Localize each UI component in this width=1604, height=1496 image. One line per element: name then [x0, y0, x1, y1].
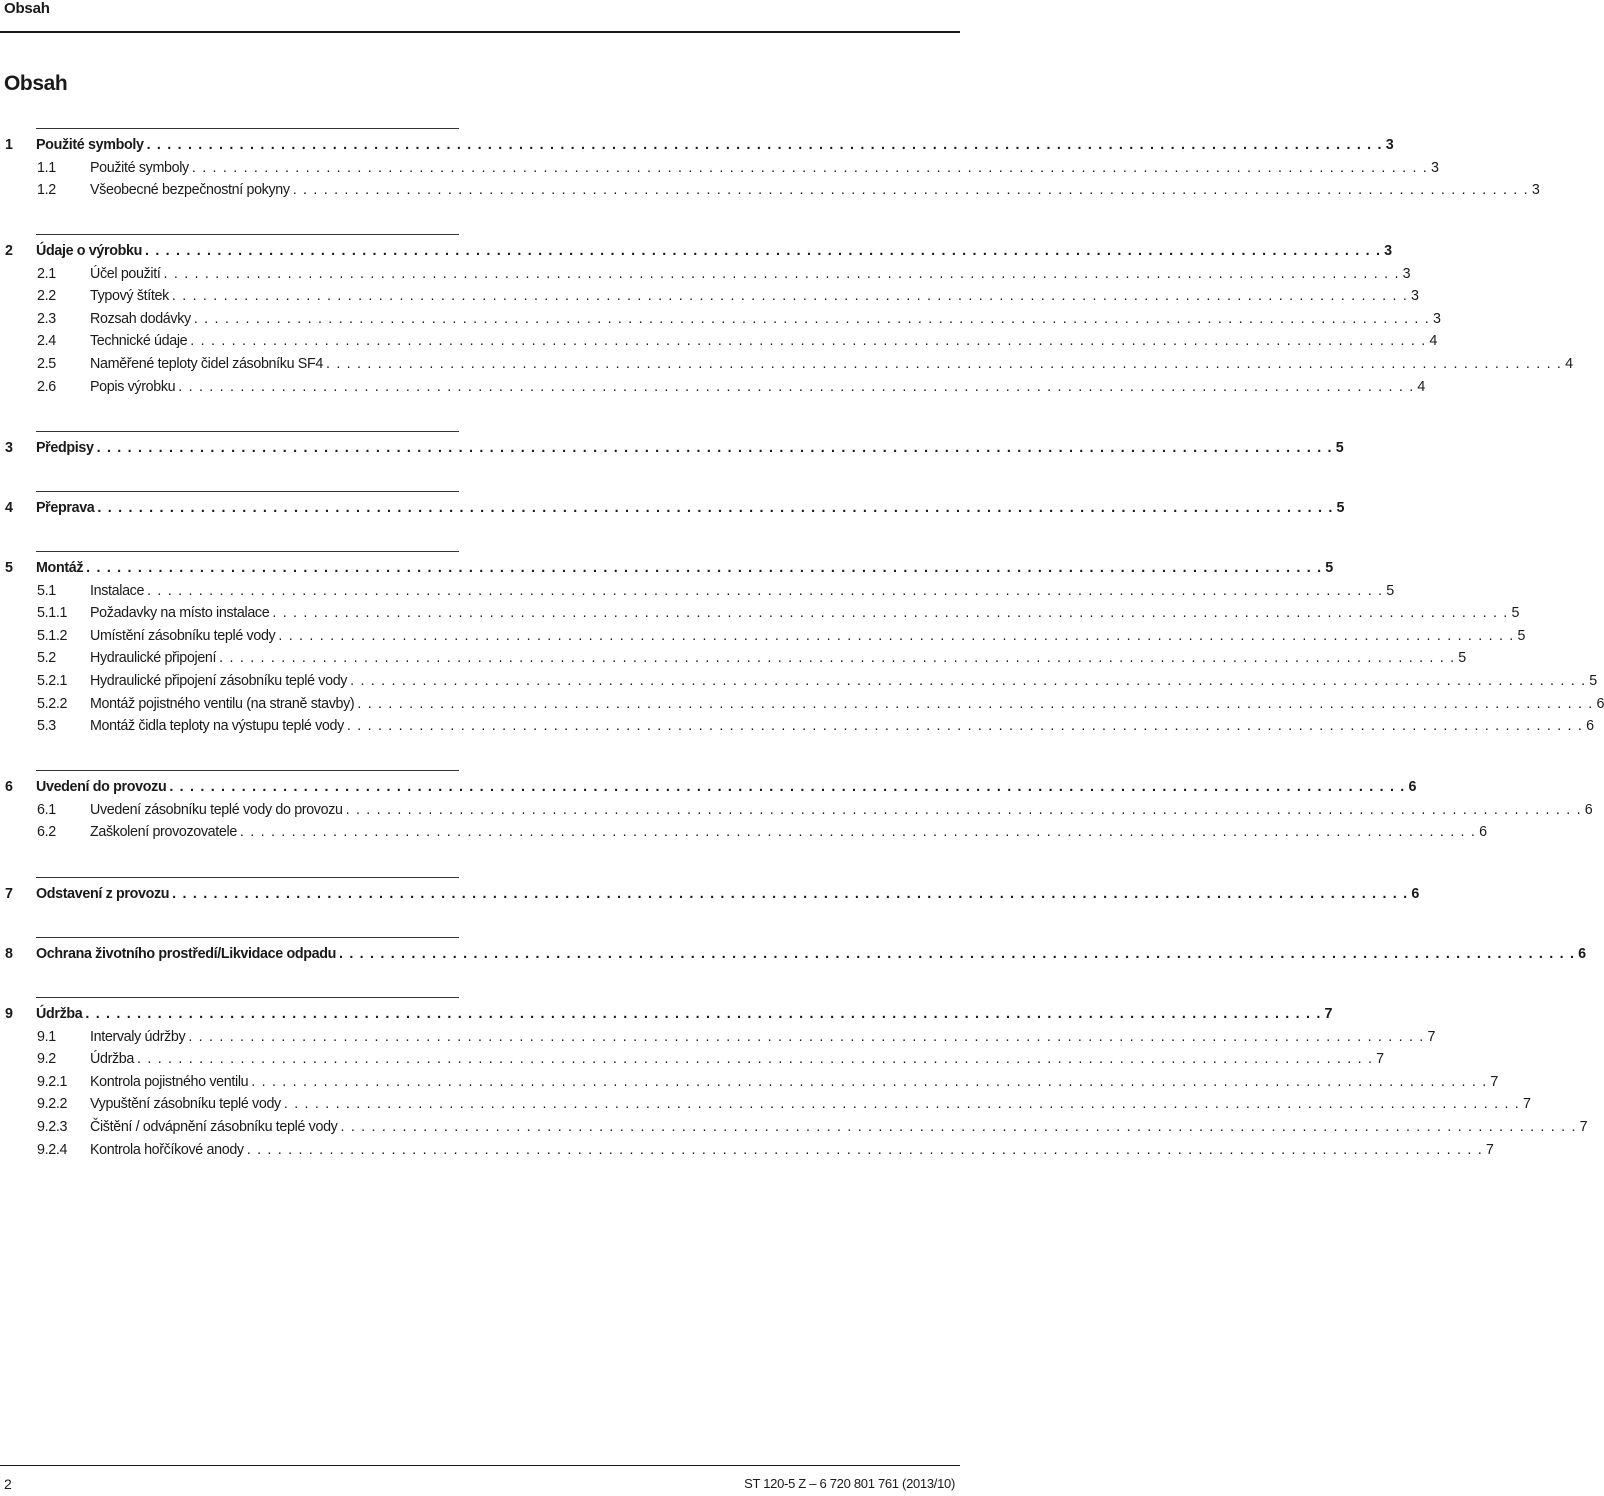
entry-number: 2.4 [37, 333, 56, 350]
entry-title: Popis výrobku [90, 378, 176, 395]
toc-section-entry[interactable] [0, 946, 1586, 968]
entry-page: 6 [1479, 824, 1487, 841]
entry-number: 2.3 [37, 310, 56, 327]
toc-subsection-entry[interactable] [0, 627, 1526, 650]
dot-leader: . . . . . . . . . . . . . . . . . . . . . . . . . . . . . . . . . . . . . . . . . . . . . . . . . . . . . . . . . . . . . . . . . . . . . . . . . . . . . . . . . . . . . . . . . . . . . . . . . . . . . . . . . . . . . . . . . . . . . . . . [246, 1141, 1483, 1158]
dot-leader: . . . . . . . . . . . . . . . . . . . . . . . . . . . . . . . . . . . . . . . . . . . . . . . . . . . . . . . . . . . . . . . . . . . . . . . . . . . . . . . . . . . . . . . . . . . . . . . . . . . . . . . . . . . . . . . . . . . . . . . . [97, 500, 1334, 516]
entry-title: Předpisy [36, 440, 94, 456]
toc-section-entry[interactable] [0, 440, 1344, 462]
section-divider [36, 234, 459, 235]
entry-page: 6 [1586, 718, 1594, 735]
entry-title: Účel použití [90, 265, 161, 282]
dot-leader: . . . . . . . . . . . . . . . . . . . . . . . . . . . . . . . . . . . . . . . . . . . . . . . . . . . . . . . . . . . . . . . . . . . . . . . . . . . . . . . . . . . . . . . . . . . . . . . . . . . . . . . . . . . . . . . . . . . . . . . . [345, 801, 1582, 818]
toc-subsection-entry[interactable] [0, 1119, 1588, 1141]
entry-title: Typový štítek [90, 288, 169, 305]
dot-leader: . . . . . . . . . . . . . . . . . . . . . . . . . . . . . . . . . . . . . . . . . . . . . . . . . . . . . . . . . . . . . . . . . . . . . . . . . . . . . . . . . . . . . . . . . . . . . . . . . . . . . . . . . . . . . . . . . . . . . . . . [272, 605, 1509, 622]
toc-subsection-entry[interactable] [0, 605, 1520, 627]
toc-section-entry[interactable] [0, 243, 1392, 265]
footer-document-id: ST 120-5 Z – 6 720 801 761 (2013/10) [744, 1476, 955, 1491]
entry-number: 8 [5, 946, 13, 962]
entry-title: Hydraulické připojení [90, 650, 217, 667]
entry-number: 5.3 [37, 718, 56, 735]
entry-number: 2.1 [37, 265, 56, 282]
entry-page: 4 [1417, 378, 1425, 395]
entry-title: Ochrana životního prostředí/Likvidace odpadu [36, 946, 336, 962]
entry-page: 3 [1385, 137, 1394, 153]
dot-leader: . . . . . . . . . . . . . . . . . . . . . . . . . . . . . . . . . . . . . . . . . . . . . . . . . . . . . . . . . . . . . . . . . . . . . . . . . . . . . . . . . . . . . . . . . . . . . . . . . . . . . . . . . . . . . . . . . . . . . . . . [178, 378, 1415, 395]
entry-page: 6 [1596, 695, 1604, 712]
dot-leader: . . . . . . . . . . . . . . . . . . . . . . . . . . . . . . . . . . . . . . . . . . . . . . . . . . . . . . . . . . . . . . . . . . . . . . . . . . . . . . . . . . . . . . . . . . . . . . . . . . . . . . . . . . . . . . . . . . . . . . . . [171, 288, 1409, 305]
entry-number: 1.2 [37, 182, 56, 199]
dot-leader: . . . . . . . . . . . . . . . . . . . . . . . . . . . . . . . . . . . . . . . . . . . . . . . . . . . . . . . . . . . . . . . . . . . . . . . . . . . . . . . . . . . . . . . . . . . . . . . . . . . . . . . . . . . . . . . . . . . . . . . . [292, 182, 1529, 199]
entry-title: Vypuštění zásobníku teplé vody [90, 1096, 281, 1113]
dot-leader: . . . . . . . . . . . . . . . . . . . . . . . . . . . . . . . . . . . . . . . . . . . . . . . . . . . . . . . . . . . . . . . . . . . . . . . . . . . . . . . . . . . . . . . . . . . . . . . . . . . . . . . . . . . . . . . . . . . . . . . . [188, 1028, 1425, 1045]
entry-number: 2.2 [37, 288, 56, 305]
dot-leader: . . . . . . . . . . . . . . . . . . . . . . . . . . . . . . . . . . . . . . . . . . . . . . . . . . . . . . . . . . . . . . . . . . . . . . . . . . . . . . . . . . . . . . . . . . . . . . . . . . . . . . . . . . . . . . . . . . . . . . . . [190, 333, 1427, 350]
entry-page: 3 [1402, 265, 1411, 282]
toc-subsection-entry[interactable] [0, 718, 1594, 740]
toc-subsection-entry[interactable] [0, 265, 1411, 288]
section-divider [36, 877, 459, 878]
dot-leader: . . . . . . . . . . . . . . . . . . . . . . . . . . . . . . . . . . . . . . . . . . . . . . . . . . . . . . . . . . . . . . . . . . . . . . . . . . . . . . . . . . . . . . . . . . . . . . . . . . . . . . . . . . . . . . . . . . . . . . . . [338, 946, 1576, 962]
entry-title: Rozsah dodávky [90, 310, 191, 327]
entry-page: 5 [1386, 582, 1394, 599]
entry-title: Uvedení do provozu [36, 779, 167, 795]
section-divider [36, 551, 459, 552]
entry-title: Použité symboly [90, 159, 189, 176]
entry-number: 5.1.2 [37, 627, 68, 644]
entry-number: 5.1.1 [37, 605, 68, 622]
entry-number: 3 [5, 440, 13, 456]
entry-number: 9.1 [37, 1028, 56, 1045]
entry-page: 5 [1336, 500, 1345, 516]
entry-title: Čištění / odvápnění zásobníku teplé vody [90, 1119, 338, 1135]
section-divider [36, 431, 459, 432]
toc-subsection-entry[interactable] [0, 1073, 1499, 1096]
section-divider [36, 937, 459, 938]
toc-subsection-entry[interactable] [0, 1051, 1384, 1073]
dot-leader: . . . . . . . . . . . . . . . . . . . . . . . . . . . . . . . . . . . . . . . . . . . . . . . . . . . . . . . . . . . . . . . . . . . . . . . . . . . . . . . . . . . . . . . . . . . . . . . . . . . . . . . . . . . . . . . . . . . . . . . . [278, 627, 1515, 644]
entry-title: Montáž čidla teploty na výstupu teplé vody [90, 718, 344, 735]
entry-number: 9.2.4 [37, 1141, 68, 1158]
entry-number: 2.5 [37, 356, 56, 372]
entry-page: 5 [1517, 627, 1526, 644]
entry-title: Umístění zásobníku teplé vody [90, 627, 276, 644]
entry-page: 3 [1430, 159, 1439, 176]
entry-page: 3 [1531, 182, 1540, 199]
entry-number: 6.1 [37, 801, 56, 818]
entry-title: Kontrola pojistného ventilu [90, 1073, 249, 1090]
toc-subsection-entry[interactable] [0, 159, 1439, 182]
dot-leader: . . . . . . . . . . . . . . . . . . . . . . . . . . . . . . . . . . . . . . . . . . . . . . . . . . . . . . . . . . . . . . . . . . . . . . . . . . . . . . . . . . . . . . . . . . . . . . . . . . . . . . . . . . . . . . . . . . . . . . . . [219, 650, 1456, 667]
entry-number: 6.2 [37, 824, 56, 841]
toc-subsection-entry[interactable] [0, 333, 1438, 355]
entry-title: Montáž pojistného ventilu (na straně stavby) [90, 695, 355, 712]
entry-title: Montáž [36, 560, 84, 576]
section-divider [36, 770, 459, 771]
entry-title: Intervaly údržby [90, 1028, 186, 1045]
entry-page: 6 [1411, 886, 1419, 902]
entry-page: 7 [1522, 1096, 1531, 1113]
dot-leader: . . . . . . . . . . . . . . . . . . . . . . . . . . . . . . . . . . . . . . . . . . . . . . . . . . . . . . . . . . . . . . . . . . . . . . . . . . . . . . . . . . . . . . . . . . . . . . . . . . . . . . . . . . . . . . . . . . . . . . . . [357, 695, 1594, 712]
section-divider [36, 997, 459, 998]
entry-page: 4 [1429, 333, 1438, 350]
toc-subsection-entry[interactable] [0, 356, 1573, 378]
dot-leader: . . . . . . . . . . . . . . . . . . . . . . . . . . . . . . . . . . . . . . . . . . . . . . . . . . . . . . . . . . . . . . . . . . . . . . . . . . . . . . . . . . . . . . . . . . . . . . . . . . . . . . . . . . . . . . . . . . . . . . . . [144, 243, 1382, 259]
entry-page: 3 [1384, 243, 1392, 259]
toc-section-entry[interactable] [0, 500, 1345, 522]
entry-number: 1.1 [37, 159, 56, 176]
dot-leader: . . . . . . . . . . . . . . . . . . . . . . . . . . . . . . . . . . . . . . . . . . . . . . . . . . . . . . . . . . . . . . . . . . . . . . . . . . . . . . . . . . . . . . . . . . . . . . . . . . . . . . . . . . . . . . . . . . . . . . . . [146, 137, 1383, 153]
entry-title: Přeprava [36, 500, 95, 516]
toc-subsection-entry[interactable] [0, 673, 1597, 695]
entry-page: 7 [1485, 1141, 1494, 1158]
entry-page: 7 [1324, 1006, 1333, 1022]
toc-subsection-entry[interactable] [0, 1141, 1494, 1164]
toc-section-entry[interactable] [0, 779, 1417, 801]
dot-leader: . . . . . . . . . . . . . . . . . . . . . . . . . . . . . . . . . . . . . . . . . . . . . . . . . . . . . . . . . . . . . . . . . . . . . . . . . . . . . . . . . . . . . . . . . . . . . . . . . . . . . . . . . . . . . . . . . . . . . . . . [85, 1006, 1322, 1022]
toc-subsection-entry[interactable] [0, 1096, 1531, 1118]
entry-title: Požadavky na místo instalace [90, 605, 270, 622]
entry-title: Použité symboly [36, 137, 144, 153]
dot-leader: . . . . . . . . . . . . . . . . . . . . . . . . . . . . . . . . . . . . . . . . . . . . . . . . . . . . . . . . . . . . . . . . . . . . . . . . . . . . . . . . . . . . . . . . . . . . . . . . . . . . . . . . . . . . . . . . . . . . . . . . [325, 356, 1563, 372]
entry-title: Údaje o výrobku [36, 243, 142, 259]
entry-page: 5 [1325, 560, 1333, 576]
dot-leader: . . . . . . . . . . . . . . . . . . . . . . . . . . . . . . . . . . . . . . . . . . . . . . . . . . . . . . . . . . . . . . . . . . . . . . . . . . . . . . . . . . . . . . . . . . . . . . . . . . . . . . . . . . . . . . . . . . . . . . . . [346, 718, 1584, 735]
entry-page: 5 [1511, 605, 1520, 622]
dot-leader: . . . . . . . . . . . . . . . . . . . . . . . . . . . . . . . . . . . . . . . . . . . . . . . . . . . . . . . . . . . . . . . . . . . . . . . . . . . . . . . . . . . . . . . . . . . . . . . . . . . . . . . . . . . . . . . . . . . . . . . . [163, 265, 1400, 282]
entry-number: 2.6 [37, 378, 56, 395]
entry-number: 5.1 [37, 582, 56, 599]
dot-leader: . . . . . . . . . . . . . . . . . . . . . . . . . . . . . . . . . . . . . . . . . . . . . . . . . . . . . . . . . . . . . . . . . . . . . . . . . . . . . . . . . . . . . . . . . . . . . . . . . . . . . . . . . . . . . . . . . . . . . . . . [350, 673, 1587, 689]
entry-title: Zaškolení provozovatele [90, 824, 237, 841]
toc-section-entry[interactable] [0, 1006, 1333, 1028]
entry-title: Odstavení z provozu [36, 886, 170, 902]
toc-subsection-entry[interactable] [0, 824, 1487, 846]
entry-title: Hydraulické připojení zásobníku teplé vody [90, 673, 348, 689]
dot-leader: . . . . . . . . . . . . . . . . . . . . . . . . . . . . . . . . . . . . . . . . . . . . . . . . . . . . . . . . . . . . . . . . . . . . . . . . . . . . . . . . . . . . . . . . . . . . . . . . . . . . . . . . . . . . . . . . . . . . . . . . [239, 824, 1477, 841]
entry-page: 3 [1411, 288, 1419, 305]
toc-section-entry[interactable] [0, 886, 1419, 908]
dot-leader: . . . . . . . . . . . . . . . . . . . . . . . . . . . . . . . . . . . . . . . . . . . . . . . . . . . . . . . . . . . . . . . . . . . . . . . . . . . . . . . . . . . . . . . . . . . . . . . . . . . . . . . . . . . . . . . . . . . . . . . . [137, 1051, 1374, 1068]
entry-number: 1 [5, 137, 13, 153]
entry-page: 7 [1490, 1073, 1499, 1090]
dot-leader: . . . . . . . . . . . . . . . . . . . . . . . . . . . . . . . . . . . . . . . . . . . . . . . . . . . . . . . . . . . . . . . . . . . . . . . . . . . . . . . . . . . . . . . . . . . . . . . . . . . . . . . . . . . . . . . . . . . . . . . . [96, 440, 1333, 456]
entry-page: 5 [1335, 440, 1344, 456]
toc-subsection-entry[interactable] [0, 182, 1540, 204]
entry-number: 2 [5, 243, 13, 259]
entry-title: Instalace [90, 582, 145, 599]
entry-page: 7 [1427, 1028, 1436, 1045]
entry-title: Údržba [90, 1051, 134, 1068]
dot-leader: . . . . . . . . . . . . . . . . . . . . . . . . . . . . . . . . . . . . . . . . . . . . . . . . . . . . . . . . . . . . . . . . . . . . . . . . . . . . . . . . . . . . . . . . . . . . . . . . . . . . . . . . . . . . . . . . . . . . . . . . [193, 310, 1430, 327]
toc-subsection-entry[interactable] [0, 695, 1604, 718]
page-title: Obsah [4, 72, 68, 95]
footer-page-number: 2 [4, 1476, 12, 1492]
dot-leader: . . . . . . . . . . . . . . . . . . . . . . . . . . . . . . . . . . . . . . . . . . . . . . . . . . . . . . . . . . . . . . . . . . . . . . . . . . . . . . . . . . . . . . . . . . . . . . . . . . . . . . . . . . . . . . . . . . . . . . . . [86, 560, 1323, 576]
entry-number: 7 [5, 886, 13, 902]
entry-page: 7 [1376, 1051, 1384, 1068]
entry-title: Všeobecné bezpečnostní pokyny [90, 182, 290, 199]
toc-subsection-entry[interactable] [0, 288, 1419, 310]
entry-number: 5.2 [37, 650, 56, 667]
entry-page: 7 [1579, 1119, 1588, 1135]
section-divider [36, 128, 459, 129]
entry-number: 9.2.1 [37, 1073, 68, 1090]
header-title: Obsah [4, 0, 50, 17]
entry-title: Kontrola hořčíkové anody [90, 1141, 244, 1158]
entry-number: 9 [5, 1006, 13, 1022]
entry-number: 9.2.3 [37, 1119, 68, 1135]
entry-number: 5.2.1 [37, 673, 68, 689]
toc-section-entry[interactable] [0, 560, 1333, 582]
entry-page: 6 [1578, 946, 1586, 962]
footer-rule [0, 1465, 960, 1466]
entry-page: 5 [1458, 650, 1466, 667]
entry-number: 5 [5, 560, 13, 576]
entry-number: 5.2.2 [37, 695, 68, 712]
toc-subsection-entry[interactable] [0, 310, 1441, 333]
entry-title: Uvedení zásobníku teplé vody do provozu [90, 801, 343, 818]
toc-section-entry[interactable] [0, 137, 1394, 159]
entry-title: Naměřené teploty čidel zásobníku SF4 [90, 356, 323, 372]
entry-number: 6 [5, 779, 13, 795]
header-rule [0, 31, 960, 33]
toc-subsection-entry[interactable] [0, 1028, 1436, 1051]
dot-leader: . . . . . . . . . . . . . . . . . . . . . . . . . . . . . . . . . . . . . . . . . . . . . . . . . . . . . . . . . . . . . . . . . . . . . . . . . . . . . . . . . . . . . . . . . . . . . . . . . . . . . . . . . . . . . . . . . . . . . . . . [283, 1096, 1520, 1113]
dot-leader: . . . . . . . . . . . . . . . . . . . . . . . . . . . . . . . . . . . . . . . . . . . . . . . . . . . . . . . . . . . . . . . . . . . . . . . . . . . . . . . . . . . . . . . . . . . . . . . . . . . . . . . . . . . . . . . . . . . . . . . . [147, 582, 1384, 599]
dot-leader: . . . . . . . . . . . . . . . . . . . . . . . . . . . . . . . . . . . . . . . . . . . . . . . . . . . . . . . . . . . . . . . . . . . . . . . . . . . . . . . . . . . . . . . . . . . . . . . . . . . . . . . . . . . . . . . . . . . . . . . . [172, 886, 1409, 902]
dot-leader: . . . . . . . . . . . . . . . . . . . . . . . . . . . . . . . . . . . . . . . . . . . . . . . . . . . . . . . . . . . . . . . . . . . . . . . . . . . . . . . . . . . . . . . . . . . . . . . . . . . . . . . . . . . . . . . . . . . . . . . . [191, 159, 1428, 176]
toc-subsection-entry[interactable] [0, 650, 1466, 672]
section-divider [36, 491, 459, 492]
entry-page: 6 [1408, 779, 1417, 795]
dot-leader: . . . . . . . . . . . . . . . . . . . . . . . . . . . . . . . . . . . . . . . . . . . . . . . . . . . . . . . . . . . . . . . . . . . . . . . . . . . . . . . . . . . . . . . . . . . . . . . . . . . . . . . . . . . . . . . . . . . . . . . . [340, 1119, 1577, 1135]
toc-subsection-entry[interactable] [0, 801, 1593, 824]
dot-leader: . . . . . . . . . . . . . . . . . . . . . . . . . . . . . . . . . . . . . . . . . . . . . . . . . . . . . . . . . . . . . . . . . . . . . . . . . . . . . . . . . . . . . . . . . . . . . . . . . . . . . . . . . . . . . . . . . . . . . . . . [251, 1073, 1488, 1090]
entry-title: Technické údaje [90, 333, 188, 350]
entry-page: 4 [1565, 356, 1573, 372]
dot-leader: . . . . . . . . . . . . . . . . . . . . . . . . . . . . . . . . . . . . . . . . . . . . . . . . . . . . . . . . . . . . . . . . . . . . . . . . . . . . . . . . . . . . . . . . . . . . . . . . . . . . . . . . . . . . . . . . . . . . . . . . [169, 779, 1406, 795]
toc-subsection-entry[interactable] [0, 582, 1394, 605]
entry-page: 5 [1589, 673, 1597, 689]
entry-number: 4 [5, 500, 13, 516]
entry-page: 3 [1432, 310, 1441, 327]
entry-page: 6 [1584, 801, 1593, 818]
entry-title: Údržba [36, 1006, 83, 1022]
entry-number: 9.2 [37, 1051, 56, 1068]
toc-subsection-entry[interactable] [0, 378, 1425, 401]
entry-number: 9.2.2 [37, 1096, 68, 1113]
page-header [0, 0, 960, 32]
